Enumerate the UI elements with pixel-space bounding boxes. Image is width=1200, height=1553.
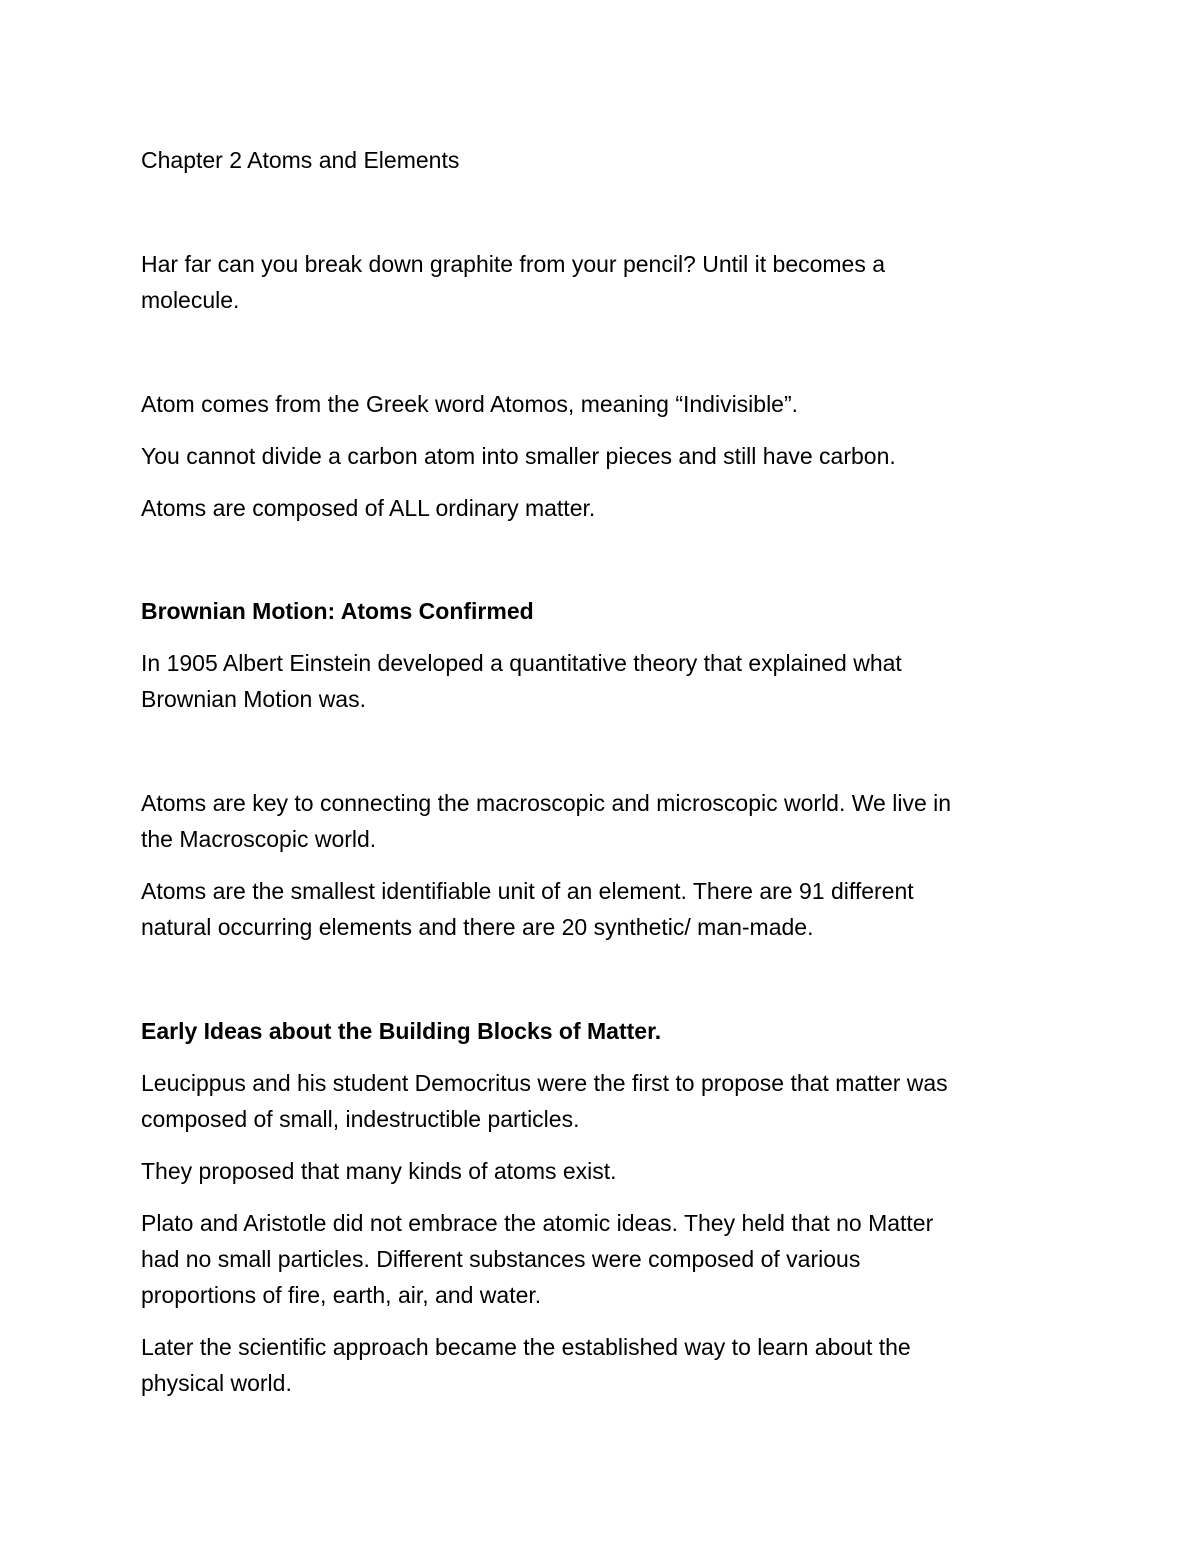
paragraph-line: proportions of fire, earth, air, and water. [141,1282,542,1308]
paragraph-line: They proposed that many kinds of atoms exist. [141,1158,617,1184]
paragraph-line: physical world. [141,1370,292,1396]
paragraph-line: Plato and Aristotle did not embrace the atomic ideas. They held that no Matter [141,1210,934,1236]
paragraph-line: the Macroscopic world. [141,826,377,852]
paragraph-line: Atoms are key to connecting the macroscopic and microscopic world. We live in [141,790,952,816]
paragraph-line: In 1905 Albert Einstein developed a quantitative theory that explained what [141,650,902,676]
document-title: Chapter 2 Atoms and Elements [141,147,460,173]
section-heading: Early Ideas about the Building Blocks of Matter. [141,1018,662,1044]
paragraph-line: You cannot divide a carbon atom into smaller pieces and still have carbon. [141,443,896,469]
paragraph-line: Atoms are the smallest identifiable unit of an element. There are 91 different [141,878,914,904]
paragraph-line: Atom comes from the Greek word Atomos, meaning “Indivisible”. [141,391,799,417]
section-heading: Brownian Motion: Atoms Confirmed [141,598,534,624]
paragraph-line: Atoms are composed of ALL ordinary matter. [141,495,596,521]
paragraph-line: composed of small, indestructible particles. [141,1106,580,1132]
paragraph-line: Har far can you break down graphite from your pencil? Until it becomes a [141,251,886,277]
paragraph-line: molecule. [141,287,240,313]
paragraph-line: Brownian Motion was. [141,686,366,712]
paragraph-line: had no small particles. Different substances were composed of various [141,1246,861,1272]
paragraph-line: Leucippus and his student Democritus were the first to propose that matter was [141,1070,948,1096]
paragraph-line: Later the scientific approach became the established way to learn about the [141,1334,911,1360]
paragraph-line: natural occurring elements and there are 20 synthetic/ man-made. [141,914,814,940]
